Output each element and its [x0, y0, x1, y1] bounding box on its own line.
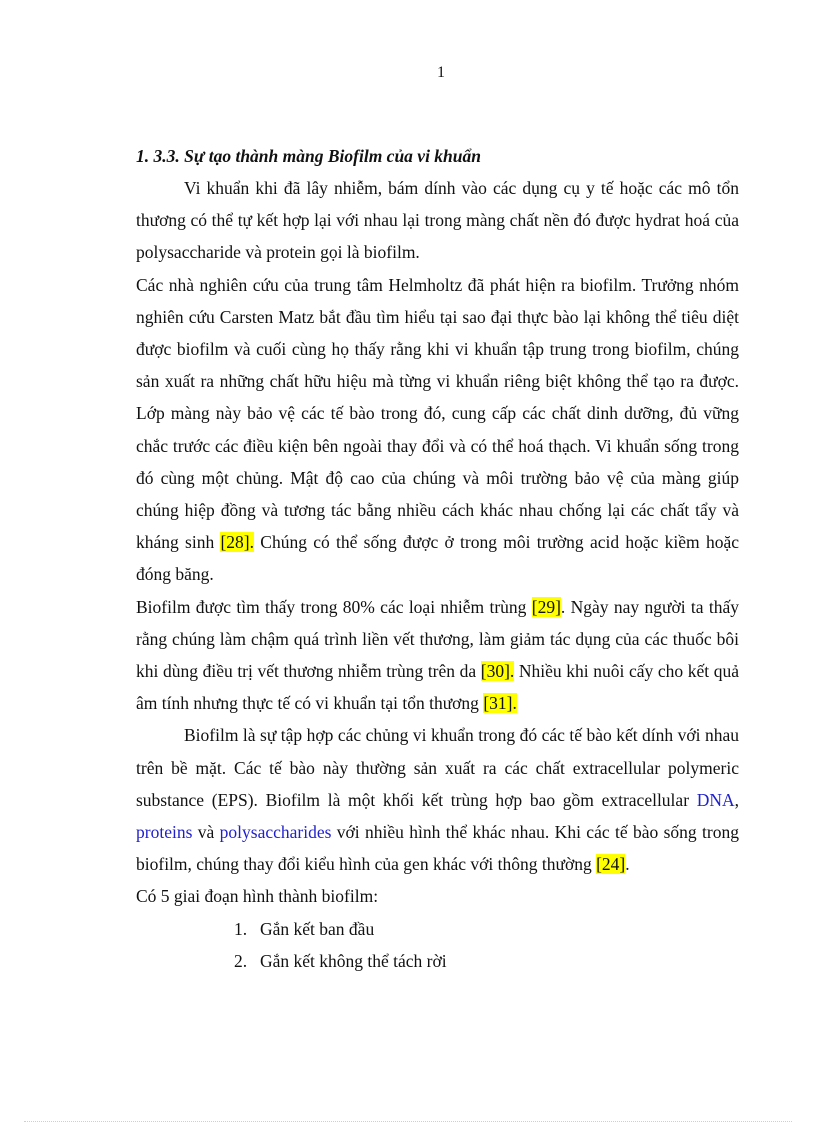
list-item — [234, 945, 739, 977]
page-number: 1 — [437, 64, 445, 81]
citation-28: [28]. — [220, 532, 255, 553]
paragraph-3 — [136, 591, 739, 720]
paragraph-4 — [136, 719, 739, 880]
paragraph-2-text: Các nhà nghiên cứu của trung tâm Helmholtz đã phát hiện ra biofilm. Trưởng nhóm nghiên cứu Carsten Matz bắt đầu tìm hiểu tại sao đại thực bào lại không thể tiêu diệt được biofilm và cuối cùng họ thấy rằng khi vi khuẩn tập trung trong biofilm, chúng sản xuất ra những chất hữu hiệu mà từng vi khuẩn riêng biệt không thể tạo ra được. Lớp màng này bảo vệ các tế bào trong đó, cung cấp các chất dinh dưỡng, đủ vững chắc trước các điều kiện bên ngoài thay đổi và có thể hoá thạch. Vi khuẩn sống trong đó cùng một chủng. Mật độ cao của chúng và môi trường bảo vệ của màng giúp chúng hiệp đồng và tương tác bằng nhiều cách khác nhau chống lại các chất tẩy và kháng sinh — [136, 274, 739, 553]
citation-30: [30]. — [480, 661, 515, 682]
paragraph-1 — [136, 172, 739, 269]
paragraph-4-text: Biofilm là sự tập hợp các chủng vi khuẩn trong đó các tế bào kết dính với nhau trên bề mặt. Các tế bào này thường sản xuất ra các chất extracellular polymeric substance (EPS). Biofilm là một khối kết trùng hợp bao gồm extracellular — [136, 725, 739, 810]
dna-link[interactable]: DNA — [696, 789, 735, 810]
paragraph-3-text-late: Nhiều khi nuôi cấy cho kết quả âm tính nhưng thực tế có vi khuẩn tại tổn thương — [136, 661, 739, 714]
citation-31: [31]. — [483, 693, 517, 714]
polysaccharides-link[interactable]: polysaccharides — [219, 822, 332, 843]
paragraph-4-period: . — [625, 854, 630, 875]
section-heading: 1. 3.3. Sự tạo thành màng Biofilm của vi khuẩn — [136, 146, 482, 166]
paragraph-3-text-mid: . Ngày nay người ta thấy rằng chúng làm chậm quá trình liền vết thương, làm giảm tác dụng của các thuốc bôi khi dùng điều trị vết thương nhiễm trùng trên da — [136, 596, 739, 682]
paragraph-4-separator-1: , — [734, 789, 739, 810]
paragraph-4-text-end: với nhiều hình thể khác nhau. Khi các tế bào sống trong biofilm, chúng thay đổi kiểu hình của gen khác với thông thường — [136, 822, 739, 875]
paragraph-2-text-end: Chúng có thể sống được ở trong môi trường acid hoặc kiềm hoặc đóng băng. — [136, 532, 739, 585]
list-item — [234, 913, 739, 945]
citation-29: [29] — [531, 596, 561, 617]
citation-24: [24] — [596, 854, 626, 875]
paragraph-2 — [136, 269, 739, 591]
paragraph-1-text: Vi khuẩn khi đã lây nhiễm, bám dính vào các dụng cụ y tế hoặc các mô tổn thương có thể tự kết hợp lại với nhau lại trong màng chất nền đó được hydrat hoá của polysaccharide và protein gọi là biofilm. — [136, 178, 739, 263]
paragraph-4-separator-2: và — [192, 822, 220, 843]
list-item-label: Gắn kết ban đầu — [260, 918, 375, 939]
proteins-link[interactable]: proteins — [136, 822, 193, 843]
paragraph-3-text: Biofilm được tìm thấy trong 80% các loại nhiễm trùng — [136, 596, 532, 617]
paragraph-5-text: Có 5 giai đoạn hình thành biofilm: — [136, 886, 379, 907]
stages-list — [136, 913, 739, 977]
document-body — [136, 140, 739, 977]
list-item-number: 1. — [234, 918, 248, 939]
list-item-label: Gắn kết không thể tách rời — [260, 950, 447, 971]
page-bottom-divider — [24, 1121, 792, 1122]
paragraph-5 — [136, 880, 739, 912]
list-item-number: 2. — [234, 950, 248, 971]
